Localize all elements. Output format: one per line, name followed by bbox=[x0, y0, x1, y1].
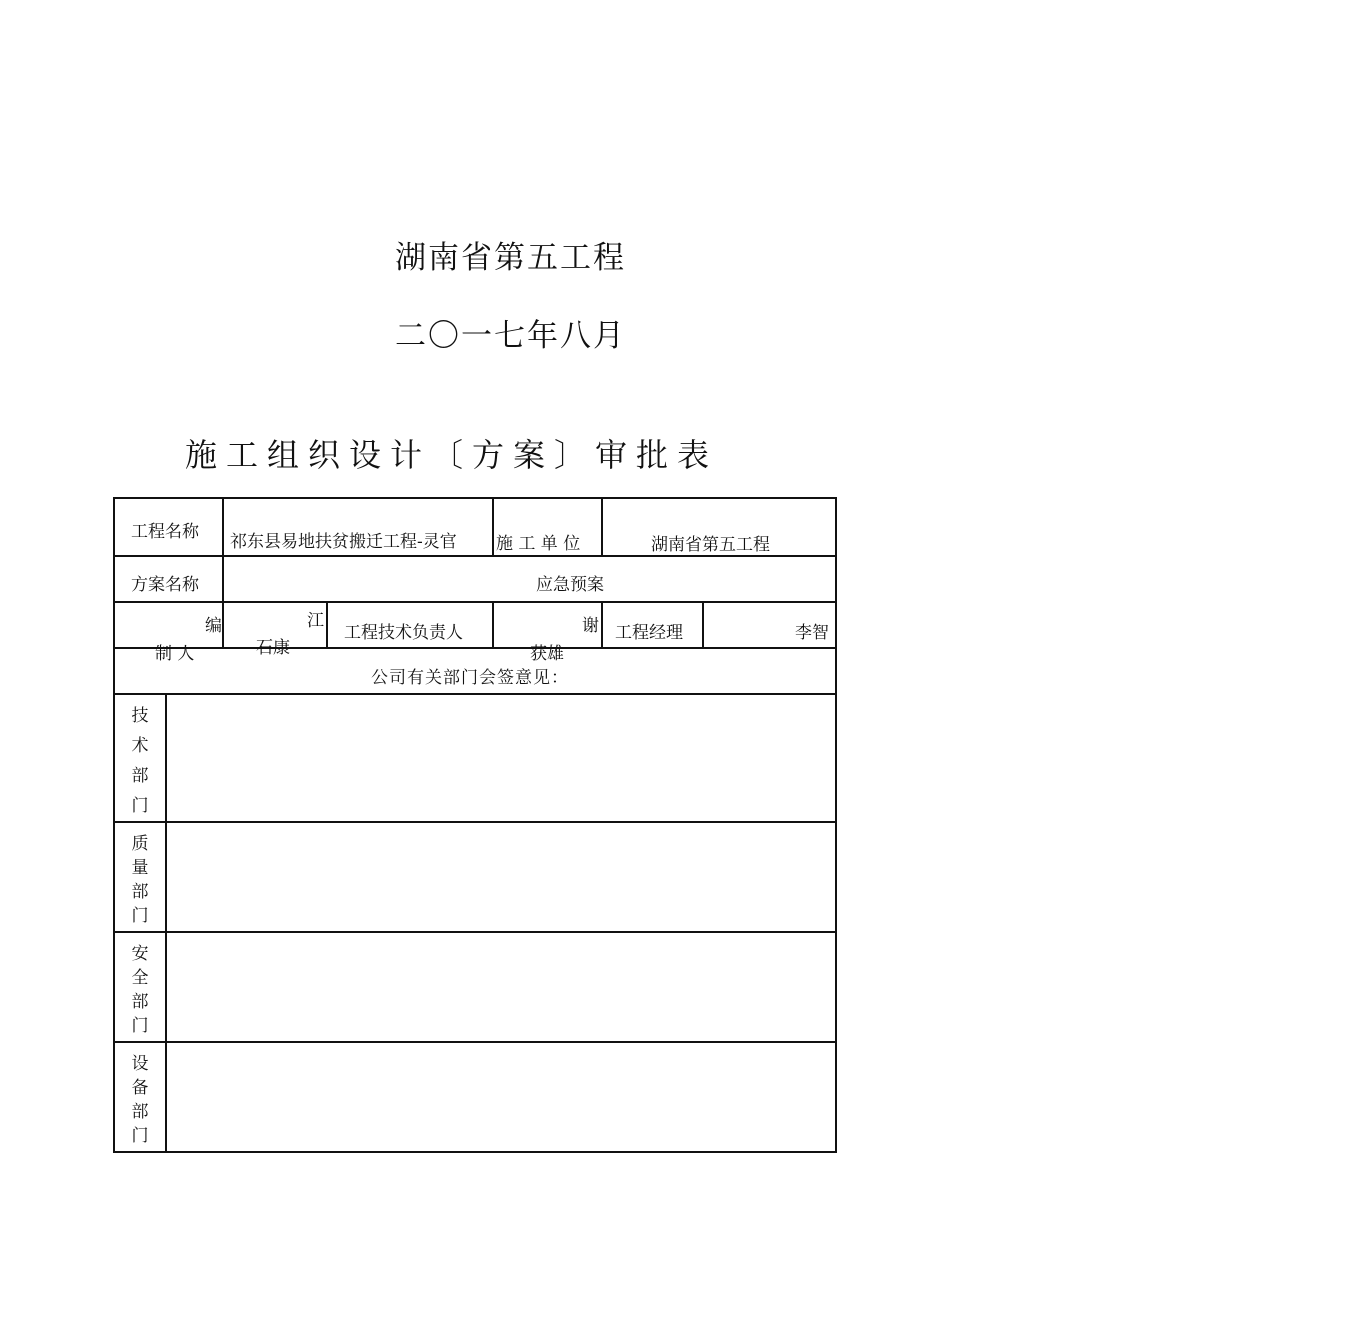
author-value-cell bbox=[223, 602, 327, 658]
dept-char: 技 bbox=[131, 706, 149, 726]
author-value-bottom: 石康 bbox=[256, 638, 290, 658]
plan-name-value: 应急预案 bbox=[536, 575, 604, 595]
author-label-bottom: 制 人 bbox=[155, 644, 195, 664]
form-title: 施工组织设计〔方案〕审批表 bbox=[185, 436, 719, 474]
project-name-value: 祁东县易地扶贫搬迁工程-灵官 bbox=[230, 532, 457, 552]
project-name-value-cell bbox=[223, 498, 493, 556]
dept-safety-label-cell bbox=[114, 932, 166, 1042]
dept-quality-opinion-area[interactable] bbox=[166, 822, 836, 932]
dept-char: 部 bbox=[131, 882, 149, 902]
dept-safety-label bbox=[115, 936, 165, 1038]
tech-lead-value-top: 谢 bbox=[582, 616, 599, 636]
plan-name-label: 方案名称 bbox=[131, 575, 199, 595]
author-label-cell bbox=[114, 602, 223, 664]
project-name-label: 工程名称 bbox=[131, 522, 199, 542]
dept-equipment-label bbox=[115, 1046, 165, 1148]
project-name-label-cell bbox=[114, 498, 223, 556]
dept-tech-label bbox=[115, 695, 165, 821]
tech-lead-value-bottom: 获雄 bbox=[530, 644, 564, 664]
manager-label-cell bbox=[602, 602, 703, 648]
opinion-header-cell bbox=[114, 648, 836, 694]
company-name: 湖南省第五工程 bbox=[395, 240, 626, 276]
dept-char: 备 bbox=[131, 1078, 149, 1098]
dept-equipment-label-cell bbox=[114, 1042, 166, 1152]
unit-label: 施 工 单 位 bbox=[496, 534, 581, 554]
tech-lead-label-cell bbox=[327, 602, 493, 648]
unit-label-cell bbox=[493, 498, 602, 556]
dept-char: 设 bbox=[131, 1054, 149, 1074]
document-date: 二〇一七年八月 bbox=[395, 318, 626, 354]
dept-char: 安 bbox=[131, 944, 149, 964]
opinion-header: 公司有关部门会签意见： bbox=[371, 668, 569, 688]
dept-char: 术 bbox=[131, 736, 149, 756]
dept-quality-label bbox=[115, 826, 165, 928]
plan-name-value-cell bbox=[223, 556, 836, 602]
manager-label: 工程经理 bbox=[615, 623, 683, 643]
plan-name-label-cell bbox=[114, 556, 223, 602]
dept-char: 门 bbox=[131, 906, 149, 926]
dept-char: 部 bbox=[131, 1102, 149, 1122]
dept-quality-label-cell bbox=[114, 822, 166, 932]
dept-tech-opinion-area[interactable] bbox=[166, 694, 836, 822]
tech-lead-value-cell bbox=[493, 602, 602, 664]
dept-char: 部 bbox=[131, 992, 149, 1012]
approval-form-table bbox=[113, 497, 837, 1153]
manager-value-cell bbox=[703, 602, 836, 648]
dept-tech-label-cell bbox=[114, 694, 166, 822]
dept-char: 部 bbox=[131, 766, 149, 786]
dept-char: 门 bbox=[131, 796, 149, 816]
dept-char: 门 bbox=[131, 1126, 149, 1146]
manager-value: 李智 bbox=[795, 623, 829, 643]
unit-value: 湖南省第五工程 bbox=[651, 535, 770, 555]
author-label-top: 编 bbox=[205, 616, 222, 636]
tech-lead-label: 工程技术负责人 bbox=[344, 623, 463, 643]
author-value-top: 江 bbox=[307, 611, 324, 631]
dept-char: 全 bbox=[131, 968, 149, 988]
dept-equipment-opinion-area[interactable] bbox=[166, 1042, 836, 1152]
unit-value-cell bbox=[602, 498, 836, 556]
dept-char: 质 bbox=[131, 834, 149, 854]
dept-safety-opinion-area[interactable] bbox=[166, 932, 836, 1042]
dept-char: 量 bbox=[131, 858, 149, 878]
dept-char: 门 bbox=[131, 1016, 149, 1036]
